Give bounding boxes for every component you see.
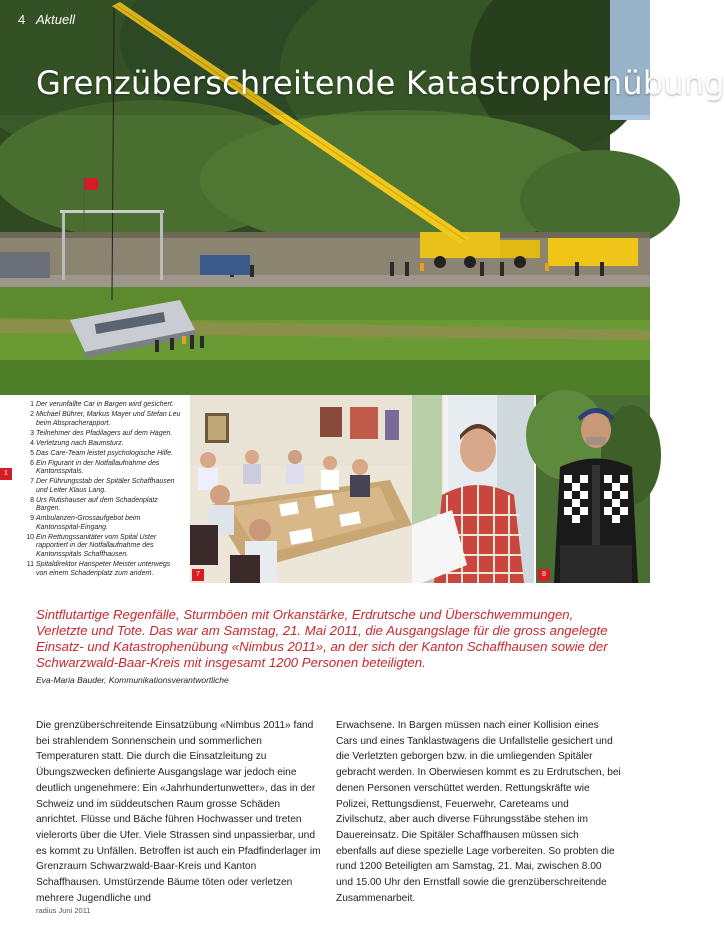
body-column-right: Erwachsene. In Bargen müssen nach einer Kollision eines Cars und eines Tanklastwagens die Unfallstelle gesichert und die Verletzten geborgen bzw. in die umliegenden Spitäler gebracht werden. In Oberwiesen kommt es zu Erdrutschen, bei denen Personen verschüttet werden. Rettungskräfte wie Polizei, Rettungsdienst, Feuerwehr, Careteams und Zivilschutz, aber auch diverse Führungsstäbe stehen im Dauereinsatz. Die Spitäler Schaffhausen müssen sich ebenfalls auf diese spezielle Lage vorbereiten. So probten die rund 1200 Beteiligten am Samstag, 21. Mai, zwischen 8.00 und 15.00 Uhr den Ernstfall sowie die grenzüberschreitende Zusammenarbeit.	[336, 720, 621, 904]
man-checked-shirt-image	[412, 395, 534, 583]
photo-meeting-room	[190, 395, 412, 583]
page-number: 4	[18, 12, 26, 27]
caption-item: 7 Der Führungsstab der Spitäler Schaffhausen und Leiter Klaus Lang.	[30, 478, 175, 494]
caption-item: 5 Das Care-Team leistet psychologische Hilfe.	[30, 449, 174, 457]
section-label: Aktuell	[36, 12, 76, 27]
man-safety-vest-image	[536, 395, 650, 583]
page-title: Grenzüberschreitende Katastrophenübung	[36, 64, 725, 102]
footer-issue: radius Juni 2011	[36, 906, 91, 915]
photo-number-7: 7	[192, 569, 204, 581]
photo-number-8: 8	[538, 569, 550, 581]
caption-item: 10 Ein Rettungssanitäter vom Spital Uster rapportiert in der Notfallaufnahme des Kantonsspitals Schaffhausen.	[26, 533, 157, 559]
caption-item: 1 Der verunfallte Car in Bargen wird gesichert.	[30, 401, 174, 408]
hero-photo	[0, 0, 725, 395]
caption-tab-number: 1	[0, 468, 12, 480]
caption-item: 2 Michael Bührer, Markus Mayer und Stefan Leu beim Abspracherapport.	[30, 410, 181, 427]
author-line: Eva-Maria Bauder, Kommunikationsverantwortliche	[36, 675, 229, 685]
caption-list	[26, 401, 182, 580]
caption-box	[0, 395, 190, 583]
caption-item: 4 Verletzung nach Baumsturz.	[30, 439, 124, 447]
caption-item: 11 Spitaldirektor Hanspeter Meister unterwegs von einem Schadenplatz zum andern.	[26, 561, 171, 577]
caption-item: 8 Urs Rutishauser auf dem Schadenplatz Bargen.	[30, 496, 158, 513]
body-column-left: Die grenzüberschreitende Einsatzübung «Nimbus 2011» fand bei strahlendem Sonnenschein und sommerlichen Temperaturen statt. Die durch die Einsatzleitung zu Übungszwecken definierte Ausgangslage war jedoch eine deutlich ungenehmere: Ein «Jahrhundertunwetter», das in der Schweiz und im süddeutschen Raum grosse Schäden anrichtet. Flüsse und Bäche führen Hochwasser und treten vielerorts über die Ufer. Viele Strassen sind unpassierbar, und es kommt zu Unfällen. Betroffen ist auch ein Pfadfinderlager im Grenzraum Schwarzwald-Baar-Kreis und Kanton Schaffhausen. Umstürzende Bäume töten oder verletzen mehrere Jugendliche und	[36, 720, 321, 904]
caption-item: 9 Ambulanzen-Grossaufgebot beim Kantonsspital-Eingang.	[30, 515, 141, 531]
meeting-room-image	[190, 395, 412, 583]
crane-accident-scene	[0, 0, 650, 395]
caption-item: 3 Teilnehmer des Pfadilagers auf dem Hagen.	[30, 429, 173, 437]
photo-man-window	[412, 395, 534, 583]
caption-item: 6 Ein Figurant in der Notfallaufnahme des Kantonsspitals.	[30, 459, 160, 476]
lead-paragraph: Sintflutartige Regenfälle, Sturmböen mit Orkanstärke, Erdrutsche und Überschwemmungen, Verletzte und Tote. Das war am Samstag, 21. Mai 2011, die Ausgangslage für die gross angelegte Einsatz- und Katastrophenübung «Nimbus 2011», an der sich der Kanton Schaffhausen sowie der Schwarzwald-Baar-Kreis mit insgesamt 1200 Personen beteiligten.	[36, 607, 608, 670]
photo-man-vest	[536, 395, 650, 583]
